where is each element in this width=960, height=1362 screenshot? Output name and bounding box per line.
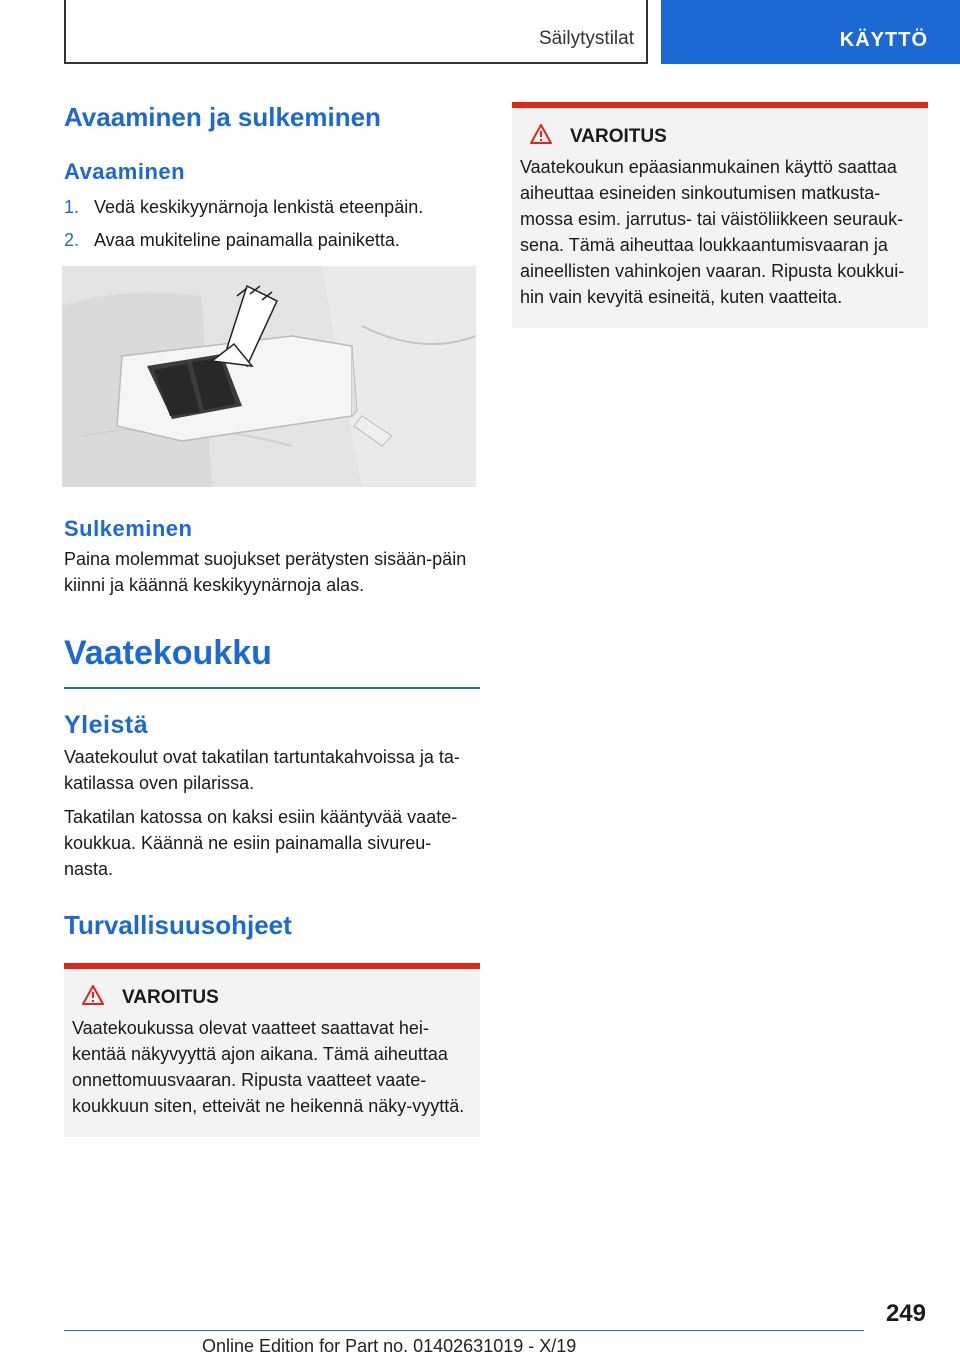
- warning-text: Vaatekoukun epäasianmukainen käyttö saattaa aiheuttaa esineiden sinkoutumisen matkusta‐mossa esim. jarrutus- tai väistöliikkeen seurauk‐sena. Tämä aiheuttaa loukkaantumisvaaran ja aineellisten vahinkojen vaaran. Ripusta koukkui‐hin vain kevyitä esineitä, kuten vaatteita.: [520, 157, 905, 307]
- warning-icon: [530, 124, 552, 150]
- header-section-box: [64, 0, 648, 64]
- list-item: [64, 224, 480, 257]
- opening-steps: [64, 191, 480, 257]
- footer-divider: [64, 1330, 864, 1331]
- page-number: 249: [885, 1300, 926, 1327]
- warning-icon: [82, 985, 104, 1011]
- heading-open-close: Avaaminen ja sulkeminen: [64, 102, 381, 132]
- chapter-tab[interactable]: [661, 0, 960, 64]
- right-column: [512, 102, 928, 328]
- warning-title: VAROITUS: [122, 987, 219, 1008]
- armrest-cupholder-photo: [62, 266, 476, 487]
- subheading-general: Yleistä: [64, 711, 149, 739]
- chapter-label: KÄYTTÖ: [839, 29, 928, 51]
- left-column-lower: [64, 516, 480, 1137]
- armrest-illustration: [62, 266, 476, 487]
- step-text: Avaa mukiteline painamalla painiketta.: [94, 230, 400, 250]
- heading-clothes-hook: Vaatekoukku: [64, 634, 272, 672]
- list-item: [64, 191, 480, 224]
- warning-text: Vaatekoukussa olevat vaatteet saattavat hei‐kentää näkyvyyttä ajon aikana. Tämä aiheuttaa onnettomuusvaaran. Ripusta vaatteet vaate‐koukkuun siten, etteivät ne heikennä näky‐vyyttä.: [72, 1018, 465, 1116]
- warning-box: [64, 963, 480, 1137]
- warning-title: VAROITUS: [570, 126, 667, 147]
- divider: [64, 687, 480, 689]
- step-number: 2.: [64, 230, 80, 250]
- general-paragraph-1: Vaatekoulut ovat takatilan tartuntakahvoissa ja ta‐katilassa oven pilarissa.: [64, 747, 460, 793]
- general-paragraph-2: Takatilan katossa on kaksi esiin kääntyvää vaate‐koukkua. Käännä ne esiin painamalla sivureu‐nasta.: [64, 807, 458, 879]
- closing-text: Paina molemmat suojukset perätysten sisään‐päin kiinni ja käännä keskikyynärnoja alas.: [64, 549, 467, 595]
- section-title: Säilytystilat: [538, 28, 634, 49]
- step-text: Vedä keskikyynärnoja lenkistä eteenpäin.: [94, 197, 424, 217]
- subheading-closing: Sulkeminen: [64, 516, 193, 541]
- subheading-opening: Avaaminen: [64, 159, 186, 184]
- warning-box: [512, 102, 928, 328]
- step-number: 1.: [64, 197, 80, 217]
- left-column: [64, 102, 480, 257]
- footer-edition: Online Edition for Part no. 01402631019 - X/19: [202, 1336, 577, 1356]
- heading-safety: Turvallisuusohjeet: [64, 910, 292, 940]
